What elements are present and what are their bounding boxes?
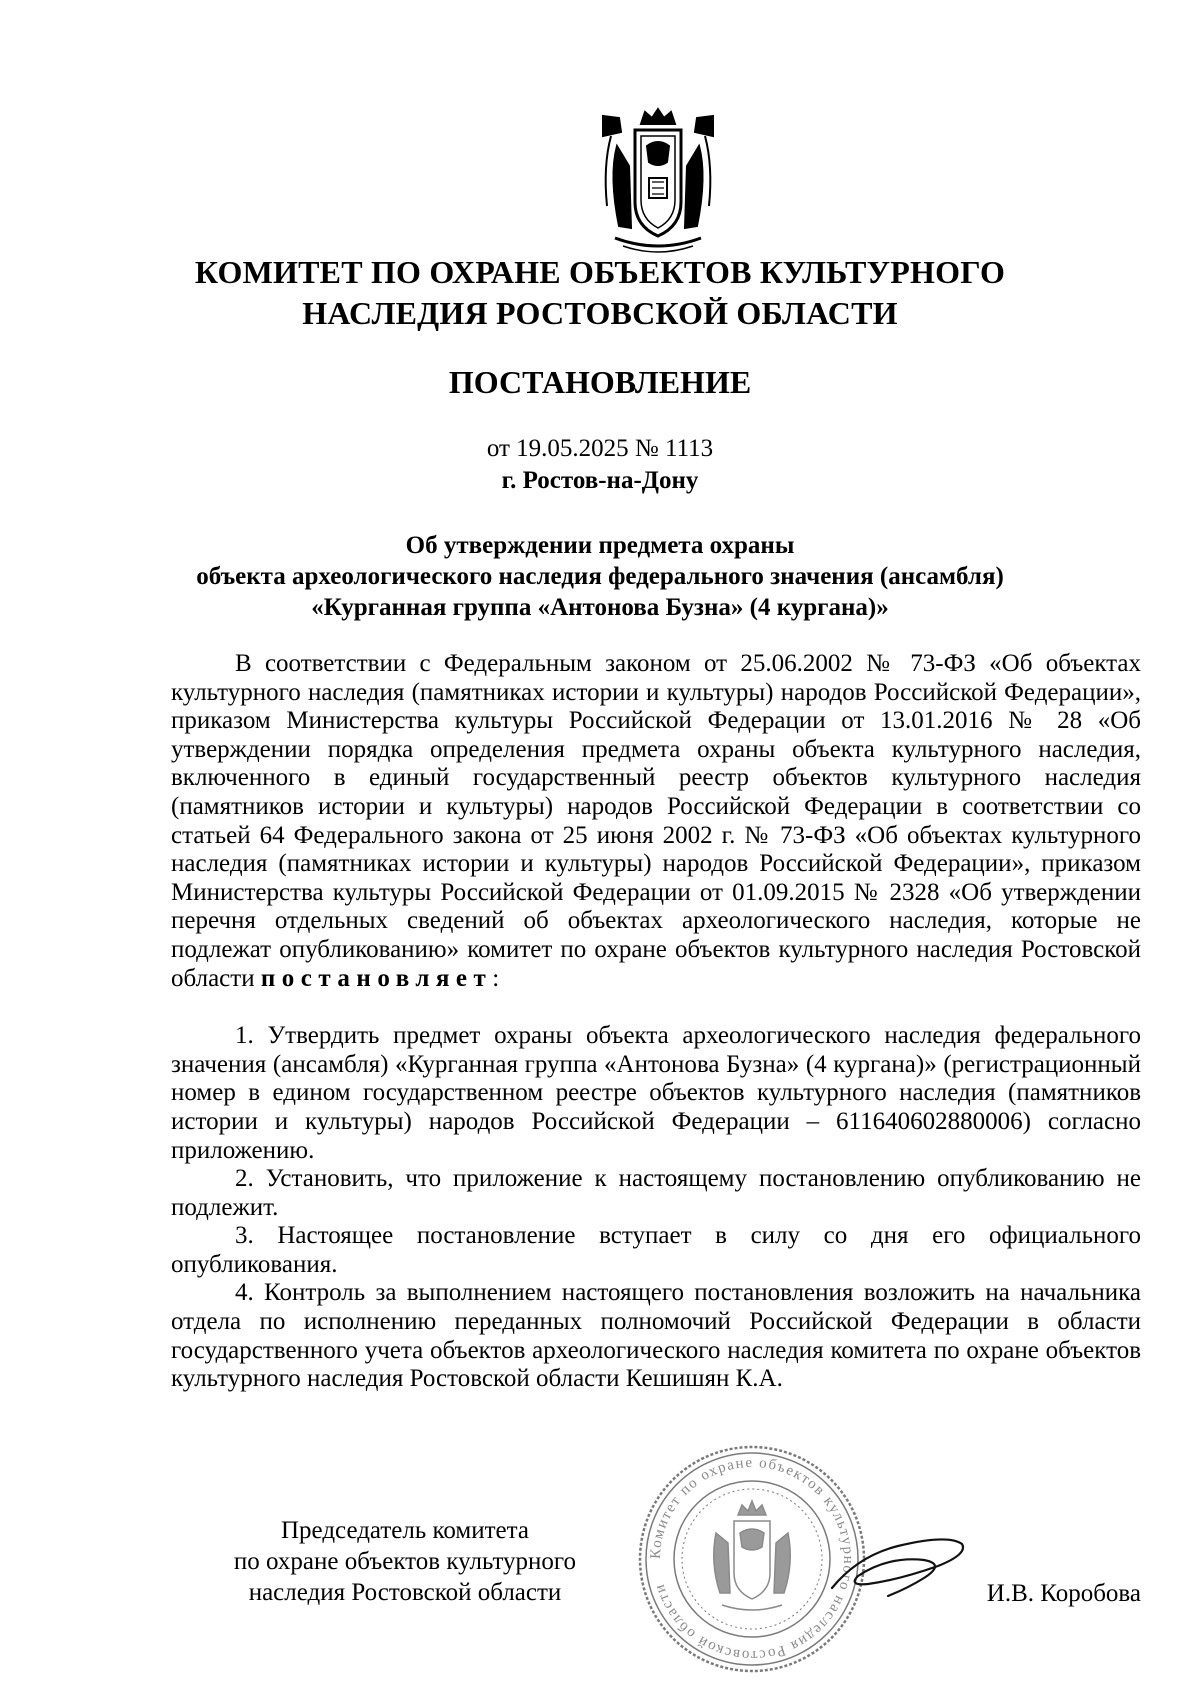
signatory-position-line1: Председатель комитета (281, 1517, 529, 1544)
subject-line2: объекта археологического наследия федерального значения (ансамбля) (196, 563, 1004, 590)
document-city: г. Ростов-на-Дону (501, 467, 699, 494)
preamble-text: В соответствии с Федеральным законом от 25.06.2002 № 73-ФЗ «Об объектах культурного наследия (памятниках истории и культуры) народов Российской Федерации», приказом Министерства культуры Российской Федерации от 13.01.2016 № 28 «Об утверждении порядка определения предмета охраны объекта культурного наследия, включенного в единый государственный реестр объектов культурного наследия (памятников истории и культуры) народов Российской Федерации в соответствии со статьей 64 Федерального закона от 25 июня 2002 г. № 73-ФЗ «Об объектах культурного наследия (памятниках истории и культуры) народов Российской Федерации», приказом Министерства культуры Российской Федерации от 01.09.2015 № 2328 «Об утверждении перечня отдельных сведений об объектах археологического наследия, которые не подлежат опубликованию» комитет по охране объектов культурного наследия Ростовской области (171, 650, 1141, 992)
document-date-number: от 19.05.2025 № 1113 (486, 435, 714, 462)
preamble-paragraph (171, 650, 1141, 993)
signatory-position-line3: наследия Ростовской области (248, 1579, 562, 1606)
item-4: 4. Контроль за выполнением настоящего постановления возложить на начальника отдела по исполнению переданных полномочий Российской Федерации в области государственного учета объектов археологического наследия комитета по охране объектов культурного наследия Ростовской области Кешишян К.А. (171, 1279, 1141, 1393)
handwritten-signature-icon (828, 1526, 968, 1606)
seal-text: Комитет по охране объектов культурного наследия Ростовской области (647, 1454, 857, 1664)
item-1: 1. Утвердить предмет охраны объекта археологического наследия федерального значения (ансамбля) «Курганная группа «Антонова Бузна» (4 кургана)» (регистрационный номер в едином государственном реестре объектов культурного наследия (памятников истории и культуры) народов Российской Федерации – 611640602880006) согласно приложению. (171, 1022, 1141, 1164)
signatory-position-line2: по охране объектов культурного (233, 1548, 577, 1575)
organization-name-line1: КОМИТЕТ ПО ОХРАНЕ ОБЪЕКТОВ КУЛЬТУРНОГО (194, 254, 1006, 290)
subject-line1: Об утверждении предмета охраны (405, 532, 795, 559)
resolves-colon: : (492, 964, 500, 992)
signatory-position (180, 1515, 630, 1608)
subject-line3: «Курганная группа «Антонова Бузна» (4 кургана)» (311, 594, 889, 621)
organization-name (150, 252, 1050, 334)
item-2: 2. Установить, что приложение к настоящему постановлению опубликованию не подлежит. (171, 1165, 1141, 1221)
signatory-name: И.В. Коробова (986, 1580, 1141, 1607)
rostov-region-coat-of-arms-icon (597, 106, 719, 258)
document-body (171, 650, 1141, 1394)
resolves-word: постановляет (260, 964, 493, 992)
organization-name-line2: НАСЛЕДИЯ РОСТОВСКОЙ ОБЛАСТИ (302, 295, 898, 331)
item-3: 3. Настоящее постановление вступает в силу со дня его официального опубликования. (171, 1222, 1141, 1278)
svg-text:Комитет по охране объектов кул (648, 1455, 856, 1663)
document-type: ПОСТАНОВЛЕНИЕ (448, 364, 752, 400)
document-subject (150, 530, 1050, 623)
